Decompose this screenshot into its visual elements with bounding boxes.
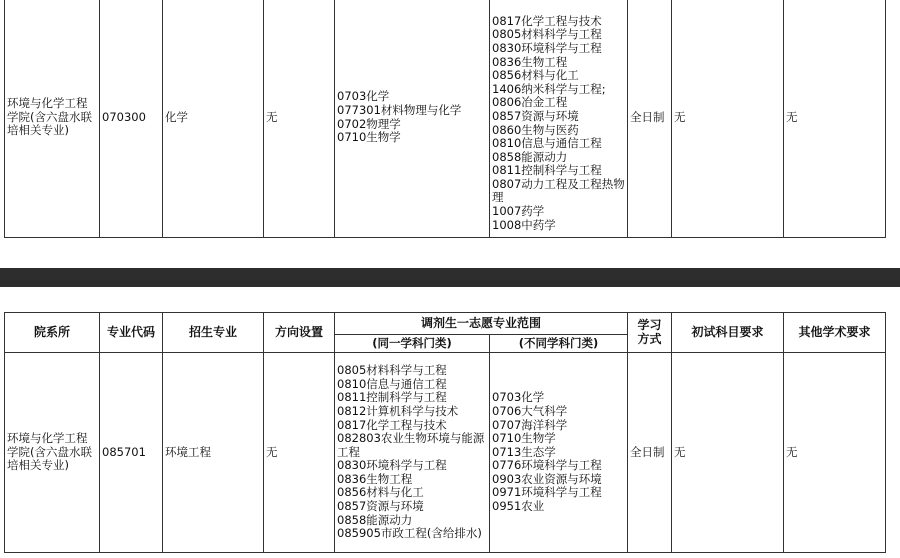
list-item: 0807动力工程及工程热物理 [492,176,625,205]
list-item: 077301材料物理与化学 [337,102,462,117]
page-separator [0,268,900,287]
list-item: 0706大气科学 [492,403,568,418]
admissions-table-top [4,0,886,238]
major-code-cell: 085701 [100,353,163,553]
header-code: 专业代码 [100,313,163,353]
list-item: 0857资源与环境 [492,108,579,123]
list-item: 0810信息与通信工程 [337,376,447,391]
list-item: 0860生物与医药 [492,122,579,137]
list-item: 0776环境科学与工程 [492,458,602,473]
direction-cell: 无 [264,0,335,238]
other-requirement-cell: 无 [784,0,886,238]
list-item: 0811控制科学与工程 [337,390,447,405]
header-exam: 初试科目要求 [672,313,784,353]
exam-requirement-cell: 无 [672,353,784,553]
list-item: 0703化学 [492,390,545,405]
list-item: 0830环境科学与工程 [492,40,602,55]
list-item: 0805材料科学与工程 [492,27,602,42]
list-item: 0817化学工程与技术 [492,13,602,28]
table-row [5,353,886,553]
list-item: 0856材料与化工 [337,485,424,500]
header-major: 招生专业 [163,313,264,353]
header-adjust-range: 调剂生一志愿专业范围 [335,313,628,335]
list-item: 1406纳米科学与工程; [492,81,606,96]
list-item: 0710生物学 [337,130,401,145]
list-item: 0811控制科学与工程 [492,163,602,178]
list-item: 085905市政工程(含给排水) [337,526,482,541]
list-item: 0805材料科学与工程 [337,363,447,378]
direction-cell: 无 [264,353,335,553]
dept-cell: 环境与化学工程学院(含六盘水联培相关专业) [5,353,100,553]
header-same-discipline: (同一学科门类) [335,335,490,353]
list-item: 0817化学工程与技术 [337,417,447,432]
list-item: 0856材料与化工 [492,68,579,83]
list-item: 0951农业 [492,499,545,514]
list-item: 0836生物工程 [492,54,568,69]
major-code-cell: 070300 [100,0,163,238]
list-item: 1007药学 [492,204,545,219]
list-item: 0710生物学 [492,431,556,446]
list-item: 1008中药学 [492,217,556,232]
same-discipline-list [335,353,490,553]
list-item: 082803农业生物环境与能源工程 [337,431,485,459]
list-item: 0810信息与通信工程 [492,136,602,151]
list-item: 0903农业资源与环境 [492,471,602,486]
study-mode-cell: 全日制 [628,353,672,553]
diff-discipline-list [490,0,628,238]
header-direction: 方向设置 [264,313,335,353]
study-mode-cell: 全日制 [628,0,672,238]
list-item: 0830环境科学与工程 [337,458,447,473]
header-diff-discipline: (不同学科门类) [490,335,628,353]
other-requirement-cell: 无 [784,353,886,553]
list-item: 0857资源与环境 [337,499,424,514]
list-item: 0812计算机科学与技术 [337,403,459,418]
major-name-cell: 化学 [163,0,264,238]
exam-requirement-cell: 无 [672,0,784,238]
header-other: 其他学术要求 [784,313,886,353]
list-item: 0858能源动力 [337,512,413,527]
header-row [5,313,886,335]
diff-discipline-list [490,353,628,553]
list-item: 0702物理学 [337,116,401,131]
list-item: 0806冶金工程 [492,95,568,110]
list-item: 0971环境科学与工程 [492,485,602,500]
list-item: 0703化学 [337,89,390,104]
major-name-cell: 环境工程 [163,353,264,553]
list-item: 0713生态学 [492,444,556,459]
dept-cell: 环境与化学工程学院(含六盘水联培相关专业) [5,0,100,238]
list-item: 0858能源动力 [492,149,568,164]
same-discipline-list [335,0,490,238]
admissions-table-bottom [4,312,886,553]
header-study-mode: 学习方式 [628,313,672,353]
list-item: 0836生物工程 [337,471,413,486]
list-item: 0707海洋科学 [492,417,568,432]
header-dept: 院系所 [5,313,100,353]
table-row [5,0,886,238]
